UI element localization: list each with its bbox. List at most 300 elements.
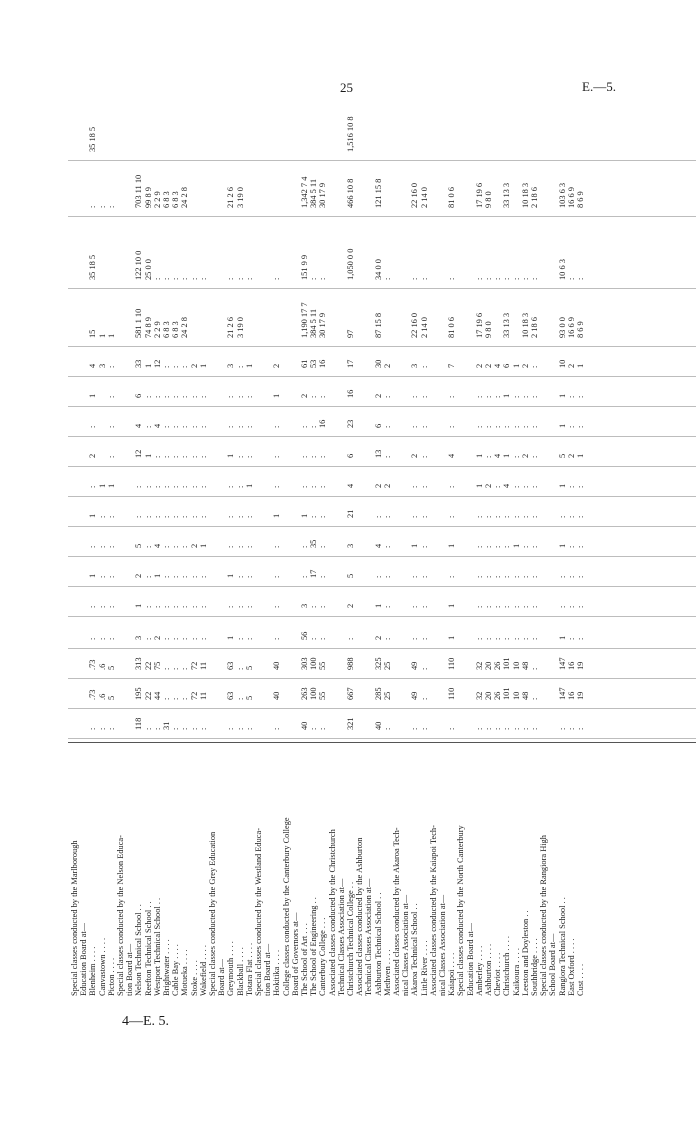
table-cell: 30 17 9 <box>318 182 328 208</box>
table-cell: : <box>484 637 493 640</box>
table-cell: 2 <box>272 363 282 368</box>
table-cell: : <box>152 605 162 608</box>
table-cell: 22 <box>143 661 153 670</box>
row-label: Rangiora Technical School . . <box>557 897 567 996</box>
table-cell: : <box>493 395 503 398</box>
table-cell: : <box>143 425 153 428</box>
table-cell: : <box>410 395 420 398</box>
table-cell: : <box>162 575 171 578</box>
table-cell: : <box>557 605 567 608</box>
table-cell: 32 <box>474 691 484 700</box>
table-cell: 1 <box>447 603 457 608</box>
table-cell: 6 8 3 <box>162 321 171 338</box>
table-row <box>576 100 586 1000</box>
table-cell: : <box>530 277 539 280</box>
row-label: Methven . . . . <box>382 949 392 996</box>
table-cell: : <box>235 515 245 518</box>
table-cell: : <box>171 697 181 700</box>
table-cell: 1,342 7 4 <box>300 176 309 208</box>
table-cell: 63 <box>226 691 236 700</box>
table-cell: 2 <box>382 483 392 488</box>
table-cell: : <box>410 425 420 428</box>
table-cell: : <box>244 455 254 458</box>
table-cell: : <box>235 545 245 548</box>
table-cell: : <box>226 395 236 398</box>
row-label: Canterbury College . . . <box>318 917 328 996</box>
table-cell: 24 2 8 <box>180 317 190 338</box>
table-cell: : <box>180 727 190 730</box>
table-cell: : <box>106 395 116 398</box>
table-cell: 1 <box>88 513 98 518</box>
table-cell: : <box>419 365 429 368</box>
row-label: Special classes conducted by the Nelson Educa- <box>116 835 125 996</box>
table-cell: : <box>272 605 282 608</box>
table-cell: : <box>474 637 484 640</box>
table-cell: : <box>502 637 512 640</box>
table-cell: 6 <box>346 453 355 458</box>
table-cell: 1 <box>198 363 208 368</box>
table-cell: 285 <box>373 687 383 700</box>
table-cell: 2 <box>152 635 162 640</box>
table-cell: 147 <box>557 687 567 700</box>
table-cell: 1 <box>198 543 208 548</box>
table-cell: : <box>189 605 199 608</box>
table-cell: : <box>511 575 521 578</box>
table-cell: 10 <box>511 661 521 670</box>
table-cell: 19 <box>576 661 585 670</box>
table-cell: 1 <box>447 543 457 548</box>
table-cell: 1 <box>511 363 521 368</box>
table-cell: 30 17 9 <box>318 312 328 338</box>
table-cell: : <box>189 515 199 518</box>
row-label: East Oxford . . . . <box>566 938 576 996</box>
table-cell: 5 <box>134 543 144 548</box>
table-cell: 1 <box>244 363 254 368</box>
table-cell: 24 2 8 <box>180 187 190 208</box>
table-cell: 5 <box>557 453 567 458</box>
row-label: Ashburton . . . . <box>484 943 493 996</box>
table-cell: 151 9 9 <box>300 254 309 280</box>
table-cell: 30 <box>373 359 383 368</box>
row-label: Westport Technical School . . <box>152 897 162 996</box>
table-cell: 17 19 6 <box>474 182 484 208</box>
table-cell: : <box>557 727 567 730</box>
table-cell: : <box>557 575 567 578</box>
table-cell: : <box>566 485 576 488</box>
table-cell: : <box>162 637 171 640</box>
table-cell: : <box>520 545 530 548</box>
table-cell: : <box>300 545 309 548</box>
table-cell: : <box>97 515 107 518</box>
table-cell: 16 <box>566 661 576 670</box>
table-cell: 1 <box>97 483 107 488</box>
row-label: The School of Art . . . <box>300 923 309 996</box>
row-label: Christchurch . . . . <box>502 935 512 996</box>
row-label: Special classes conducted by the Westland Educa- <box>254 827 263 996</box>
row-label: tion Board at— <box>125 943 135 996</box>
table-cell: : <box>88 485 98 488</box>
table-cell: 16 <box>318 359 328 368</box>
table-cell: 2 <box>484 483 493 488</box>
table-cell: 22 16 0 <box>410 182 420 208</box>
table-cell: 1 <box>410 543 420 548</box>
table-cell: 1 <box>502 393 512 398</box>
table-cell: 93 0 0 <box>557 317 567 338</box>
table-cell: : <box>309 727 319 730</box>
table-cell: 22 <box>143 691 153 700</box>
table-cell: : <box>419 697 429 700</box>
table-cell: 21 2 6 <box>226 187 236 208</box>
table-cell: : <box>235 605 245 608</box>
table-cell: 8 6 9 <box>576 191 585 208</box>
table-cell: : <box>88 425 98 428</box>
table-cell: : <box>318 575 328 578</box>
table-cell: : <box>511 727 521 730</box>
table-cell: 4 <box>373 543 383 548</box>
table-cell: 3 <box>97 363 107 368</box>
table-cell: : <box>235 395 245 398</box>
table-cell: 6 <box>373 423 383 428</box>
table-cell: : <box>198 515 208 518</box>
table-cell: : <box>226 605 236 608</box>
table-cell: 1 <box>474 453 484 458</box>
table-cell: : <box>382 727 392 730</box>
row-label: Blenheim . . . . <box>88 946 98 996</box>
row-label: Associated classes conducted by the Kaiapoi Tech- <box>428 825 438 996</box>
row-label: Special classes conducted by the Rangiora High <box>539 835 549 996</box>
row-label: Kaikoura . . . . <box>511 948 521 996</box>
table-cell: : <box>244 545 254 548</box>
table-cell: : <box>244 277 254 280</box>
table-cell: 2 <box>300 393 309 398</box>
table-cell: : <box>143 637 153 640</box>
table-cell: 61 <box>300 359 309 368</box>
table-cell: : <box>493 425 503 428</box>
table-cell: : <box>493 515 503 518</box>
row-label: Technical Classes Association at— <box>336 878 346 996</box>
table-cell: 75 <box>152 661 162 670</box>
table-cell: 100 <box>309 687 319 700</box>
row-label: Technical Classes Association at— <box>364 878 374 996</box>
table-cell: : <box>171 545 181 548</box>
table-cell: : <box>318 727 328 730</box>
table-cell: : <box>171 277 181 280</box>
table-cell: 4 <box>134 423 144 428</box>
row-label: Blackball . . . . <box>235 947 245 996</box>
table-cell: : <box>88 205 98 208</box>
table-cell: 25 <box>382 691 392 700</box>
row-label: Associated classes conducted by the Ashburton <box>355 837 365 996</box>
table-cell: : <box>566 575 576 578</box>
table-cell: : <box>566 637 576 640</box>
table-cell: : <box>106 205 116 208</box>
table-cell: : <box>566 545 576 548</box>
table-cell: : <box>502 575 512 578</box>
table-cell: 1 <box>143 453 153 458</box>
row-label: Associated classes conducted by the Christchurch <box>327 829 337 996</box>
table-cell: 20 <box>484 691 493 700</box>
table-cell: 19 <box>576 691 585 700</box>
table-cell: : <box>143 485 153 488</box>
table-cell: : <box>530 515 539 518</box>
table-cell: : <box>272 637 282 640</box>
table-cell: : <box>373 515 383 518</box>
table-cell: 313 <box>134 657 144 670</box>
table-cell: : <box>566 515 576 518</box>
table-cell: : <box>180 485 190 488</box>
table-cell: 4 <box>447 453 457 458</box>
table-cell: : <box>520 485 530 488</box>
table-cell: : <box>309 637 319 640</box>
row-label: nical Classes Association at— <box>401 894 411 996</box>
table-cell: : <box>410 515 420 518</box>
table-cell: : <box>511 605 521 608</box>
row-label: Wakefield . . . . <box>198 945 208 996</box>
table-cell: : <box>244 395 254 398</box>
table-cell: 1 <box>474 483 484 488</box>
table-cell: : <box>171 515 181 518</box>
table-cell: 32 <box>474 661 484 670</box>
table-cell: : <box>520 605 530 608</box>
table-cell: : <box>198 485 208 488</box>
table-cell: : <box>180 575 190 578</box>
table-cell: : <box>530 727 539 730</box>
table-cell: : <box>97 575 107 578</box>
table-cell: 7 <box>447 363 457 368</box>
table-cell: : <box>198 395 208 398</box>
table-cell: 1 <box>557 635 567 640</box>
table-cell: : <box>410 637 420 640</box>
table-cell: : <box>530 455 539 458</box>
table-cell: : <box>309 485 319 488</box>
table-cell: 72 <box>189 661 199 670</box>
table-cell: 2 <box>566 453 576 458</box>
table-cell: : <box>530 667 539 670</box>
table-cell: : <box>557 515 567 518</box>
table-cell: : <box>88 727 98 730</box>
table-cell: : <box>474 515 484 518</box>
table-cell: : <box>502 515 512 518</box>
table-cell: : <box>226 727 236 730</box>
table-cell: .73 <box>88 659 98 670</box>
table-cell: : <box>502 425 512 428</box>
table-cell: : <box>106 455 116 458</box>
table-cell: : <box>226 515 236 518</box>
table-cell: 12 <box>152 359 162 368</box>
table-cell: : <box>244 575 254 578</box>
table-cell: 263 <box>300 687 309 700</box>
table-cell: : <box>106 605 116 608</box>
table-cell: : <box>520 425 530 428</box>
table-cell: 1 <box>152 573 162 578</box>
table-cell: : <box>530 637 539 640</box>
table-cell: : <box>493 485 503 488</box>
row-label: Cheviot . . . . <box>493 952 503 996</box>
table-cell: : <box>198 727 208 730</box>
table-cell: : <box>493 575 503 578</box>
table-cell: : <box>419 545 429 548</box>
table-cell: 1 <box>97 333 107 338</box>
table-cell: 4 <box>152 543 162 548</box>
table-cell: : <box>410 605 420 608</box>
table-cell: 35 18 5 <box>88 126 98 152</box>
table-cell: : <box>180 545 190 548</box>
table-cell: : <box>97 727 107 730</box>
table-cell: : <box>171 455 181 458</box>
table-cell: : <box>576 605 585 608</box>
row-label: Nelson Technical School . . <box>134 904 144 996</box>
row-label: Reefton Technical School . . <box>143 901 153 996</box>
table-cell: 33 13 3 <box>502 312 512 338</box>
table-cell: : <box>447 515 457 518</box>
table-cell: : <box>382 545 392 548</box>
table-cell: : <box>235 637 245 640</box>
table-cell: : <box>300 575 309 578</box>
table-cell: : <box>447 575 457 578</box>
table-cell: : <box>576 515 585 518</box>
row-label: Cable Bay . . . . <box>171 944 181 996</box>
table-cell: : <box>189 395 199 398</box>
table-cell: 1 <box>511 543 521 548</box>
table-cell: : <box>576 637 585 640</box>
table-cell: : <box>189 727 199 730</box>
table-cell: 16 6 9 <box>566 187 576 208</box>
table-cell: : <box>530 605 539 608</box>
table-cell: 25 <box>382 661 392 670</box>
table-cell: : <box>189 425 199 428</box>
table-cell: 10 18 3 <box>520 182 530 208</box>
table-cell: : <box>97 545 107 548</box>
row-label: Stoke . . . . <box>189 960 199 996</box>
table-cell: 1,050 0 0 <box>346 248 355 280</box>
table-cell: : <box>419 727 429 730</box>
table-cell: : <box>410 485 420 488</box>
table-cell: 10 18 3 <box>520 312 530 338</box>
table-cell: : <box>235 697 245 700</box>
row-label: Canvastown . . . . <box>97 937 107 996</box>
table-cell: 1,516 10 8 <box>346 116 355 152</box>
table-cell: : <box>97 637 107 640</box>
page-number: 25 <box>340 80 353 95</box>
table-cell: : <box>447 395 457 398</box>
table-cell: 581 1 10 <box>134 308 144 338</box>
table-cell: : <box>309 277 319 280</box>
row-label: Education Board at— <box>79 922 89 996</box>
table-cell: 4 <box>493 453 503 458</box>
table-cell: 6 <box>502 363 512 368</box>
table-cell: 1 <box>557 393 567 398</box>
table-cell: : <box>272 575 282 578</box>
table-cell: 34 0 0 <box>373 259 383 280</box>
table-cell: 55 <box>318 661 328 670</box>
table-cell: 703 11 10 <box>134 174 144 208</box>
row-label: Picton . . . . <box>106 957 116 996</box>
table-cell: 49 <box>410 691 420 700</box>
table-cell: : <box>143 575 153 578</box>
table-cell: 33 13 3 <box>502 182 512 208</box>
table-cell: : <box>530 575 539 578</box>
table-cell: : <box>419 395 429 398</box>
table-cell: : <box>162 455 171 458</box>
table-cell: : <box>484 515 493 518</box>
table-cell: 5 <box>244 695 254 700</box>
table-cell: : <box>318 545 328 548</box>
table-cell: 118 <box>134 717 144 730</box>
table-cell: 2 <box>88 453 98 458</box>
table-cell: : <box>106 365 116 368</box>
table-cell: 17 <box>346 359 355 368</box>
table-cell: : <box>309 455 319 458</box>
table-cell: : <box>244 637 254 640</box>
table-cell: : <box>419 277 429 280</box>
table-cell: 16 <box>346 389 355 398</box>
table-cell: : <box>235 455 245 458</box>
table-cell: 81 0 6 <box>447 187 457 208</box>
table-cell: 1 <box>557 483 567 488</box>
table-cell: 2 <box>520 363 530 368</box>
table-cell: : <box>373 575 383 578</box>
table-cell: 1 <box>88 393 98 398</box>
table-cell: : <box>97 205 107 208</box>
table-cell: 1,190 17 7 <box>300 302 309 338</box>
table-cell: : <box>576 425 585 428</box>
table-cell: : <box>382 637 392 640</box>
table-cell: 3 <box>410 363 420 368</box>
table-cell: 1 <box>373 603 383 608</box>
table-cell: : <box>198 425 208 428</box>
table-cell: : <box>106 515 116 518</box>
table-cell: : <box>226 485 236 488</box>
table-cell: : <box>171 425 181 428</box>
table-cell: : <box>511 425 521 428</box>
table-cell: : <box>171 727 181 730</box>
table-cell: 6 <box>134 393 144 398</box>
printer-signature: 4—E. 5. <box>122 1014 170 1029</box>
table-cell: : <box>180 605 190 608</box>
table-cell: : <box>530 697 539 700</box>
table-cell: 4 <box>502 483 512 488</box>
table-cell: 1 <box>226 453 236 458</box>
table-cell: : <box>318 485 328 488</box>
table-cell: : <box>143 727 153 730</box>
table-cell: 988 <box>346 657 355 670</box>
table-cell: 97 <box>346 329 355 338</box>
table-cell: 16 <box>318 419 328 428</box>
table-cell: : <box>97 605 107 608</box>
table-cell: 1 <box>557 543 567 548</box>
table-cell: : <box>382 455 392 458</box>
table-cell: 2 <box>474 363 484 368</box>
table-cell: : <box>419 667 429 670</box>
table-cell: : <box>226 545 236 548</box>
table-cell: 35 <box>309 539 319 548</box>
table-cell: 3 <box>346 543 355 548</box>
table-cell: : <box>382 605 392 608</box>
row-label: Ashburton Technical School . . <box>373 892 383 996</box>
table-cell: : <box>419 605 429 608</box>
table-cell: 4 <box>88 363 98 368</box>
table-cell: 10 6 3 <box>557 259 567 280</box>
table-cell: 53 <box>309 359 319 368</box>
table-cell: : <box>198 455 208 458</box>
table-cell: 9 8 0 <box>484 321 493 338</box>
table-cell: 1 <box>447 635 457 640</box>
table-cell: : <box>272 545 282 548</box>
table-cell: 5 <box>244 665 254 670</box>
table-cell: : <box>235 365 245 368</box>
table-cell: 2 <box>520 453 530 458</box>
row-label: Little River . . . . <box>419 940 429 996</box>
